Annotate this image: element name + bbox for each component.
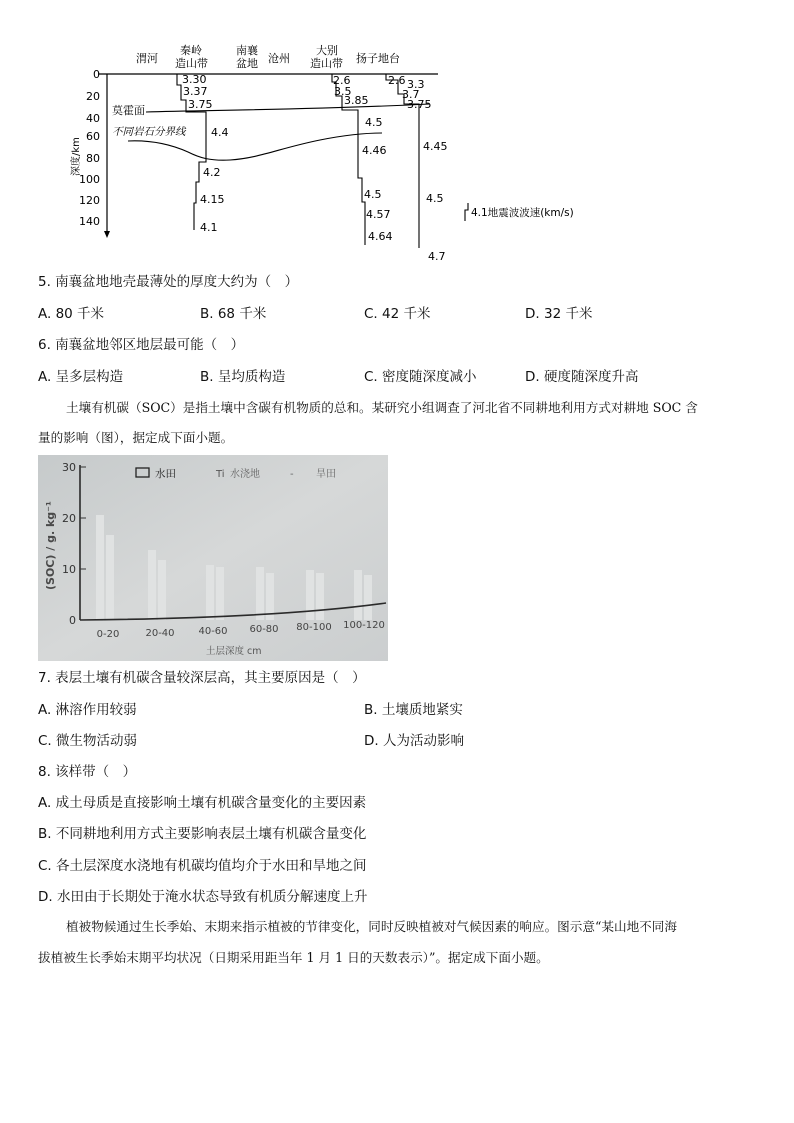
q8-option-d[interactable]: D. 水田由于长期处于淹水状态导致有机质分解速度上升 xyxy=(38,889,368,905)
q5-option-d[interactable]: D. 32 千米 xyxy=(525,306,593,322)
q5-stem: 5. 南襄盆地地壳最薄处的厚度大约为（ ） xyxy=(38,274,299,290)
q5-option-a[interactable]: A. 80 千米 xyxy=(38,306,105,322)
q6-option-b[interactable]: B. 呈均质构造 xyxy=(200,369,286,385)
vel-yangzi-7: 4.7 xyxy=(428,250,446,263)
q6-option-c[interactable]: C. 密度随深度减小 xyxy=(364,369,477,385)
vel-qinling-2: 3.37 xyxy=(183,85,208,98)
legend-irrigated: 水浇地 xyxy=(230,469,260,480)
place-weihe: 渭河 xyxy=(136,52,158,65)
q8-stem: 8. 该样带（ ） xyxy=(38,764,137,780)
vel-qinling-7: 4.1 xyxy=(200,221,218,234)
depth-axis-label: 深度/km xyxy=(71,137,82,176)
soc-intro-line1: 土壤有机碳（SOC）是指土壤中含碳有机物质的总和。某研究小组调查了河北省不同耕地利用方式对耕地 SOC 含 xyxy=(66,400,698,415)
vel-dabie-3: 3.85 xyxy=(344,94,369,107)
y-tick-0: 0 xyxy=(69,614,76,627)
vel-yangzi-6: 4.5 xyxy=(426,192,444,205)
q5-option-c[interactable]: C. 42 千米 xyxy=(364,306,431,322)
y-tick-120: 120 xyxy=(79,194,100,207)
q5-option-b[interactable]: B. 68 千米 xyxy=(200,306,267,322)
q8-option-b[interactable]: B. 不同耕地利用方式主要影响表层土壤有机碳含量变化 xyxy=(38,826,367,842)
x-tick-40-60: 40-60 xyxy=(198,626,228,637)
place-qinling-2: 造山带 xyxy=(175,57,208,70)
q8-option-a[interactable]: A. 成土母质是直接影响土壤有机碳含量变化的主要因素 xyxy=(38,795,367,811)
legend-text: 4.1地震波波速(km/s) xyxy=(471,207,574,219)
soc-intro-line2: 量的影响（图），据定成下面小题。 xyxy=(38,430,234,445)
place-dabie-1: 大别 xyxy=(316,44,338,57)
vel-yangzi-1: 2.6 xyxy=(388,74,406,87)
vel-dabie-8: 4.64 xyxy=(368,230,393,243)
vel-dabie-2: 3.5 xyxy=(334,85,352,98)
q7-option-b[interactable]: B. 土壤质地紧实 xyxy=(364,702,463,718)
y-tick-140: 140 xyxy=(79,215,100,228)
y-tick-10: 10 xyxy=(62,563,76,576)
q6-stem: 6. 南襄盆地邻区地层最可能（ ） xyxy=(38,337,245,353)
crust-profile-figure xyxy=(60,40,600,265)
vel-yangzi-2: 3.3 xyxy=(407,78,425,91)
x-axis-label: 土层深度 cm xyxy=(206,646,262,657)
soc-y-axis-label: (SOC) / g. kg⁻¹ xyxy=(44,501,57,590)
vel-qinling-5: 4.2 xyxy=(203,166,221,179)
vel-yangzi-3: 3.7 xyxy=(402,88,420,101)
q7-option-a[interactable]: A. 淋溶作用较弱 xyxy=(38,702,137,718)
phenology-intro-line1: 植被物候通过生长季始、末期来指示植被的节律变化，同时反映植被对气候因素的响应。图示意“某山地不同海 xyxy=(66,919,677,934)
y-tick-60: 60 xyxy=(86,130,100,143)
vel-yangzi-4: 3.75 xyxy=(407,98,432,111)
x-tick-80-100: 80-100 xyxy=(296,622,332,633)
place-qinling-1: 秦岭 xyxy=(180,44,202,57)
place-dabie-2: 造山带 xyxy=(310,57,343,70)
place-nanxiang-1: 南襄 xyxy=(236,44,258,57)
y-tick-0: 0 xyxy=(93,68,100,81)
q6-option-d[interactable]: D. 硬度随深度升高 xyxy=(525,369,639,385)
vel-dabie-7: 4.57 xyxy=(366,208,391,221)
legend-irrigated-mark: Ti xyxy=(216,469,225,480)
moho-label: 莫霍面 xyxy=(112,104,145,117)
y-tick-20: 20 xyxy=(86,90,100,103)
x-tick-100-120: 100-120 xyxy=(343,620,385,631)
place-nanxiang-2: 盆地 xyxy=(236,57,258,70)
x-tick-20-40: 20-40 xyxy=(145,628,175,639)
legend-dry-mark: - xyxy=(290,469,294,480)
y-tick-30: 30 xyxy=(62,461,76,474)
y-tick-40: 40 xyxy=(86,112,100,125)
soc-chart-figure xyxy=(38,455,388,661)
x-tick-0-20: 0-20 xyxy=(96,629,120,640)
vel-dabie-6: 4.5 xyxy=(364,188,382,201)
vel-yangzi-5: 4.45 xyxy=(423,140,448,153)
q8-option-c[interactable]: C. 各土层深度水浇地有机碳均值均介于水田和旱地之间 xyxy=(38,858,367,874)
vel-dabie-1: 2.6 xyxy=(333,74,351,87)
vel-qinling-6: 4.15 xyxy=(200,193,225,206)
vel-qinling-3: 3.75 xyxy=(188,98,213,111)
depth-axis-arrow xyxy=(104,231,110,238)
phenology-intro-line2: 拔植被生长季始末期平均状况（日期采用距当年 1 月 1 日的天数表示）”。据定成下面小题。 xyxy=(38,950,549,965)
y-tick-80: 80 xyxy=(86,152,100,165)
legend-symbol xyxy=(465,203,468,221)
q7-option-d[interactable]: D. 人为活动影响 xyxy=(364,733,464,749)
legend-paddy: 水田 xyxy=(155,468,176,480)
x-tick-60-80: 60-80 xyxy=(249,624,279,635)
place-cangzhou: 沧州 xyxy=(268,52,290,65)
legend-dry: 旱田 xyxy=(316,469,336,480)
vel-qinling-4: 4.4 xyxy=(211,126,229,139)
q7-stem: 7. 表层土壤有机碳含量较深层高，其主要原因是（ ） xyxy=(38,670,366,686)
boundary-label: 不同岩石分界线 xyxy=(112,126,186,138)
place-yangzi: 扬子地台 xyxy=(356,52,400,65)
q7-option-c[interactable]: C. 微生物活动弱 xyxy=(38,733,138,749)
vel-dabie-5: 4.46 xyxy=(362,144,387,157)
y-tick-20: 20 xyxy=(62,512,76,525)
y-tick-100: 100 xyxy=(79,173,100,186)
q6-option-a[interactable]: A. 呈多层构造 xyxy=(38,369,124,385)
vel-qinling-1: 3.30 xyxy=(182,73,207,86)
vel-dabie-4: 4.5 xyxy=(365,116,383,129)
